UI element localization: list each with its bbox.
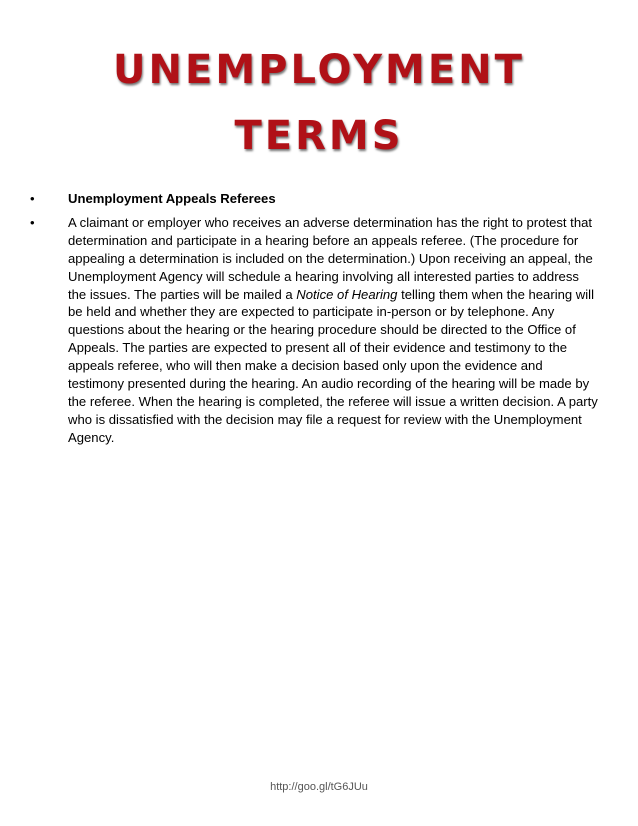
page-title-line-1: UNEMPLOYMENT [113,47,525,93]
bullet-icon: • [30,214,35,230]
footer-link[interactable]: http://goo.gl/tG6JUu [270,781,368,793]
section-heading: Unemployment Appeals Referees [68,191,276,206]
terms-list [30,190,600,453]
list-item-body [30,214,600,447]
bullet-icon: • [30,191,35,206]
list-item-heading [30,190,600,208]
page-title-line-2: TERMS [234,113,404,159]
body-paragraph [68,215,598,445]
body-text-part-1: A claimant or employer who receives an adverse determination has the right to protest that determination and participate in a hearing before an appeals referee. (The procedure for appealing a determination is included on the determination.) Upon receiving an appeal, the Unemployment Agency will schedule a hearing involving all interested parties to address the issues. The parties will be mailed a [68,214,593,302]
notice-of-hearing-italic: Notice of Hearing [296,286,398,302]
body-text-part-2: telling them when the hearing will be held and whether they are expected to participate in-person or by telephone. Any questions about the hearing or the hearing procedure should be directed to the Office of Appeals. The parties are expected to present all of their evidence and testimony to the appeals referee, who will then make a decision based only upon the evidence and testimony presented during the hearing. An audio recording of the hearing will be made by the referee. When the hearing is completed, the referee will issue a written decision. A party who is dissatisfied with the decision may file a request for review with the Unemployment Agency. [68,286,598,445]
